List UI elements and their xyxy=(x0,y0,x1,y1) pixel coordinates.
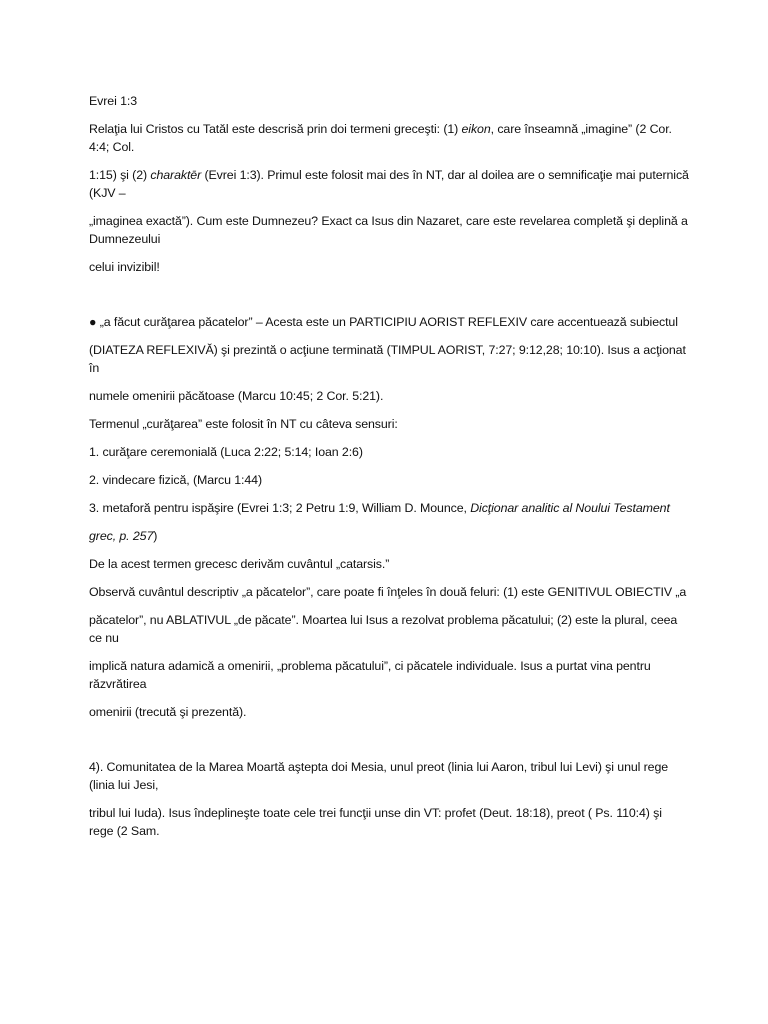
list-item-3: 3. metaforă pentru ispăşire (Evrei 1:3; 2 Petru 1:9, William D. Mounce, Dicţionar analitic al Noului Testament xyxy=(89,501,670,515)
term-eikon: eikon xyxy=(461,122,491,136)
list-item-3-cont: grec, p. 257) xyxy=(89,529,158,543)
paragraph-catarsis: De la acest termen grecesc derivăm cuvântul „catarsis.” xyxy=(89,557,390,571)
list-item-1: 1. curăţare ceremonială (Luca 2:22; 5:14; Ioan 2:6) xyxy=(89,445,363,459)
document-body xyxy=(89,92,689,840)
paragraph-omenirii: omenirii (trecută şi prezentă). xyxy=(89,705,247,719)
paragraph-comunitatea: 4). Comunitatea de la Marea Moartă aştepta doi Mesia, unul preot (linia lui Aaron, tribul lui Levi) şi unul rege (linia lui Jesi, xyxy=(89,760,669,792)
paragraph-invizibil: celui invizibil! xyxy=(89,260,160,274)
paragraph-charakter: 1:15) şi (2) charaktēr (Evrei 1:3). Primul este folosit mai des în NT, dar al doilea are o semnificaţie mai puternică (KJV – xyxy=(89,168,689,200)
paragraph-curatarea: ● „a făcut curăţarea păcatelor” – Acesta este un PARTICIPIU AORIST REFLEXIV care accentuează subiectul xyxy=(89,315,678,329)
term-charakter: charaktēr xyxy=(150,168,202,182)
paragraph-tribul: tribul lui Iuda). Isus îndeplineşte toate cele trei funcţii unse din VT: profet (Deut. 18:18), preot ( Ps. 110:4) şi rege (2 Sam. xyxy=(89,806,662,838)
paragraph-pacatelor: păcatelor”, nu ABLATIVUL „de păcate”. Moartea lui Isus a rezolvat problema păcatului; (2) este la plural, ceea ce nu xyxy=(89,613,678,645)
paragraph-relatia: Relaţia lui Cristos cu Tatăl este descrisă prin doi termeni greceşti: (1) eikon, care înseamnă „imagine” (2 Cor. 4:4; Col. xyxy=(89,122,672,154)
book-title: Dicţionar analitic al Noului Testament xyxy=(470,501,670,515)
paragraph-observa: Observă cuvântul descriptiv „a păcatelor”, care poate fi înţeles în două feluri: (1) este GENITIVUL OBIECTIV „a xyxy=(89,585,687,599)
paragraph-diateza: (DIATEZA REFLEXIVĂ) şi prezintă o acţiune terminată (TIMPUL AORIST, 7:27; 9:12,28; 10:10). Isus a acţionat în xyxy=(89,343,686,375)
paragraph-numele: numele omenirii păcătoase (Marcu 10:45; 2 Cor. 5:21). xyxy=(89,389,384,403)
paragraph-termenul: Termenul „curăţarea” este folosit în NT cu câteva sensuri: xyxy=(89,417,398,431)
list-item-2: 2. vindecare fizică, (Marcu 1:44) xyxy=(89,473,262,487)
paragraph-imaginea: „imaginea exactă”). Cum este Dumnezeu? Exact ca Isus din Nazaret, care este revelarea completă şi deplină a Dumnezeului xyxy=(89,214,688,246)
heading: Evrei 1:3 xyxy=(89,94,137,108)
paragraph-implica: implică natura adamică a omenirii, „problema păcatului”, ci păcatele individuale. Isus a purtat vina pentru răzvrătirea xyxy=(89,659,651,691)
